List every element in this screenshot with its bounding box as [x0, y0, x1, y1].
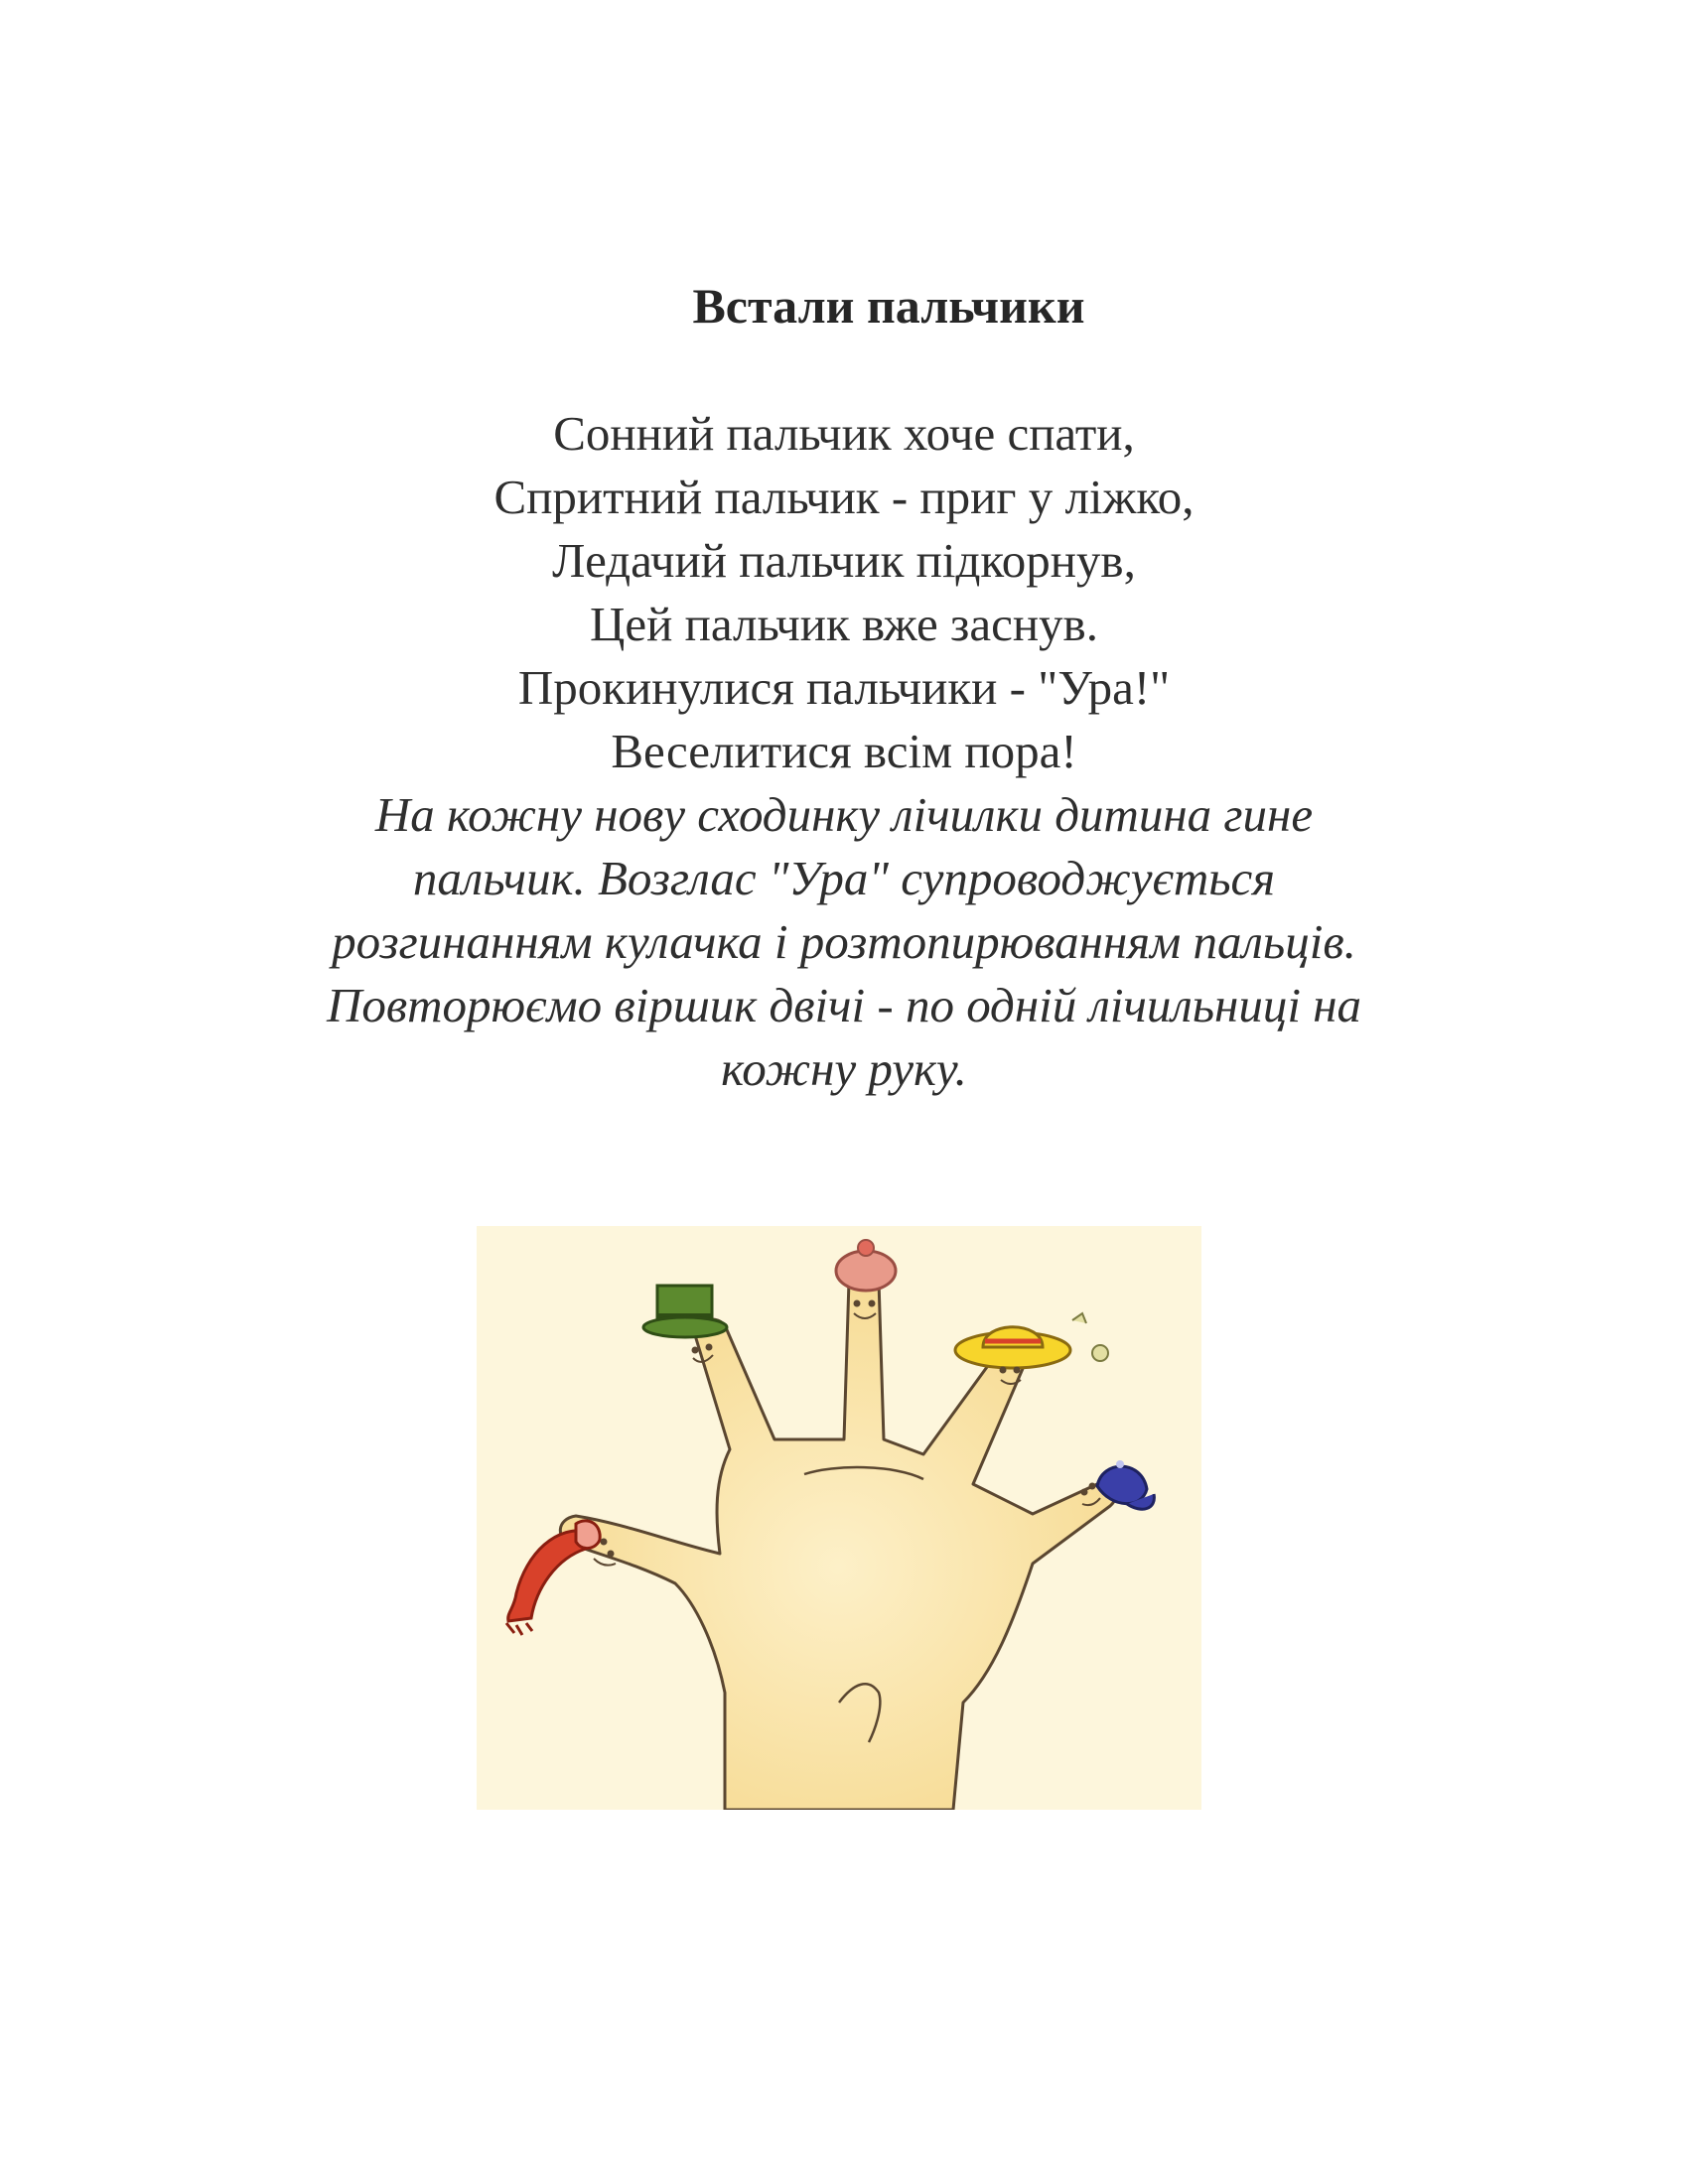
- poem-block: [0, 402, 1688, 1101]
- instruction-line: На кожну нову сходинку лічилки дитина гине: [374, 787, 1314, 842]
- poem-line: Прокинулися пальчики - "Ура!": [517, 660, 1171, 715]
- hand-illustration: [477, 1226, 1201, 1810]
- pink-beret-icon: [836, 1240, 896, 1291]
- poem-line: Веселитися всім пора!: [611, 724, 1077, 778]
- page-title: Встали пальчики: [692, 278, 1085, 334]
- poem-line: Цей пальчик вже заснув.: [590, 597, 1098, 651]
- poem-line: Спритний пальчик - приг у ліжко,: [493, 470, 1195, 524]
- instruction-line: розгинанням кулачка і розтопирюванням пальців.: [332, 914, 1356, 969]
- instruction-line: пальчик. Возглас "Ура" супроводжується: [412, 851, 1276, 905]
- poem-line: Сонний пальчик хоче спати,: [553, 406, 1135, 461]
- green-top-hat-icon: [643, 1286, 727, 1337]
- instruction-line: кожну руку.: [721, 1041, 967, 1096]
- poem-line: Ледачий пальчик підкорнув,: [552, 533, 1136, 588]
- red-gnome-hat-icon: [506, 1521, 600, 1635]
- yellow-sun-hat-icon: [955, 1313, 1108, 1368]
- instruction-line: Повторюємо віршик двічі - по одній лічильниці на: [326, 978, 1362, 1032]
